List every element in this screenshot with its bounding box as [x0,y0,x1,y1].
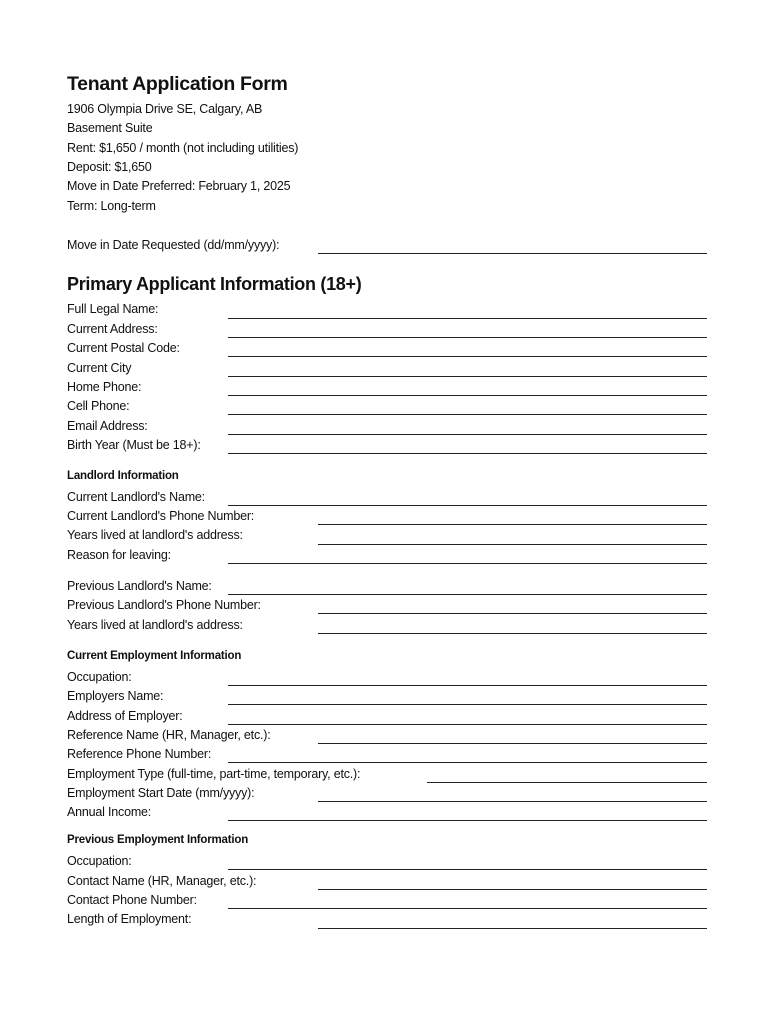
employer-address-label: Address of Employer: [67,709,183,723]
employment-start-date-field[interactable] [318,801,707,802]
previous-occupation-label: Occupation: [67,854,132,868]
employer-name-field[interactable] [228,704,707,705]
move-in-requested-field[interactable] [318,253,707,254]
previous-occupation-field[interactable] [228,869,707,870]
current-occupation-field[interactable] [228,685,707,686]
primary-applicant-heading: Primary Applicant Information (18+) [67,274,362,294]
length-of-employment-field[interactable] [318,928,707,929]
current-landlord-name-field[interactable] [228,505,707,506]
employment-type-field[interactable] [427,782,707,783]
cell-phone-field[interactable] [228,414,707,415]
current-city-field[interactable] [228,376,707,377]
birth-year-field[interactable] [228,453,707,454]
full-legal-name-field[interactable] [228,318,707,319]
current-landlord-years-label: Years lived at landlord's address: [67,528,243,542]
landlord-heading: Landlord Information [67,470,179,482]
current-postal-code-field[interactable] [228,356,707,357]
reference-name-label: Reference Name (HR, Manager, etc.): [67,728,271,742]
employment-type-label: Employment Type (full-time, part-time, temporary, etc.): [67,767,361,781]
page-title: Tenant Application Form [67,73,288,95]
current-employment-heading: Current Employment Information [67,650,242,662]
home-phone-label: Home Phone: [67,380,142,394]
previous-landlord-phone-label: Previous Landlord's Phone Number: [67,598,261,612]
annual-income-label: Annual Income: [67,805,152,819]
reason-for-leaving-label: Reason for leaving: [67,548,171,562]
current-postal-code-label: Current Postal Code: [67,341,180,355]
current-occupation-label: Occupation: [67,670,132,684]
previous-landlord-years-label: Years lived at landlord's address: [67,618,243,632]
previous-landlord-phone-field[interactable] [318,613,707,614]
reference-phone-field[interactable] [228,762,707,763]
length-of-employment-label: Length of Employment: [67,912,192,926]
property-address: 1906 Olympia Drive SE, Calgary, AB [67,102,263,116]
current-address-field[interactable] [228,337,707,338]
employer-address-field[interactable] [228,724,707,725]
current-landlord-phone-label: Current Landlord's Phone Number: [67,509,255,523]
contact-phone-field[interactable] [228,908,707,909]
annual-income-field[interactable] [228,820,707,821]
home-phone-field[interactable] [228,395,707,396]
move-in-requested-label: Move in Date Requested (dd/mm/yyyy): [67,238,280,252]
reason-for-leaving-field[interactable] [228,563,707,564]
cell-phone-label: Cell Phone: [67,399,130,413]
previous-employment-heading: Previous Employment Information [67,834,249,846]
employer-name-label: Employers Name: [67,689,164,703]
current-address-label: Current Address: [67,322,158,336]
employment-start-date-label: Employment Start Date (mm/yyyy): [67,786,255,800]
property-move-in-preferred: Move in Date Preferred: February 1, 2025 [67,179,291,193]
property-deposit: Deposit: $1,650 [67,160,152,174]
contact-name-label: Contact Name (HR, Manager, etc.): [67,874,257,888]
reference-phone-label: Reference Phone Number: [67,747,212,761]
reference-name-field[interactable] [318,743,707,744]
current-city-label: Current City [67,361,132,375]
birth-year-label: Birth Year (Must be 18+): [67,438,201,452]
current-landlord-years-field[interactable] [318,544,707,545]
contact-phone-label: Contact Phone Number: [67,893,197,907]
email-address-field[interactable] [228,434,707,435]
current-landlord-phone-field[interactable] [318,524,707,525]
property-term: Term: Long-term [67,199,156,213]
current-landlord-name-label: Current Landlord's Name: [67,490,205,504]
previous-landlord-years-field[interactable] [318,633,707,634]
email-address-label: Email Address: [67,419,148,433]
contact-name-field[interactable] [318,889,707,890]
previous-landlord-name-label: Previous Landlord's Name: [67,579,212,593]
full-legal-name-label: Full Legal Name: [67,302,159,316]
property-unit: Basement Suite [67,121,153,135]
property-rent: Rent: $1,650 / month (not including utilities) [67,141,299,155]
previous-landlord-name-field[interactable] [228,594,707,595]
